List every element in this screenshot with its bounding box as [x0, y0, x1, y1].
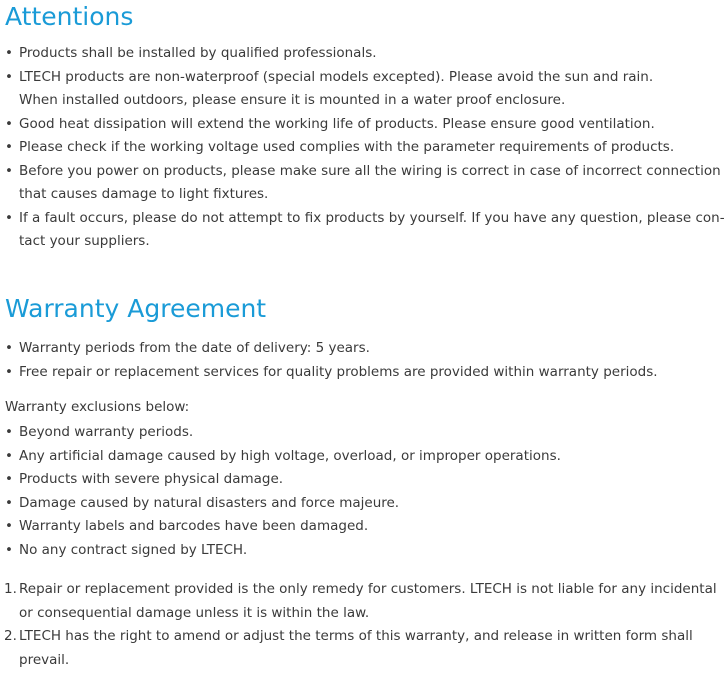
- list-item-text: LTECH has the right to amend or adjust the terms of this warranty, and release in written form shall: [19, 628, 693, 644]
- list-item: [0, 445, 719, 469]
- list-item-text: Warranty periods from the date of delivery: 5 years.: [19, 340, 370, 356]
- list-item-text: prevail.: [19, 651, 70, 668]
- list-item: [0, 515, 719, 539]
- bullet-icon: •: [5, 363, 13, 380]
- bullet-icon: •: [5, 45, 13, 61]
- list-item-text: Any artificial damage caused by high voltage, overload, or improper operations.: [19, 447, 561, 464]
- list-item: [0, 578, 719, 625]
- bullet-icon: •: [5, 518, 13, 534]
- bullet-icon: •: [5, 209, 13, 226]
- list-item: [0, 539, 719, 563]
- list-item-text: LTECH products are non-waterproof (special models excepted). Please avoid the sun and rain.: [19, 68, 654, 85]
- list-item-text: Beyond warranty periods.: [19, 424, 194, 440]
- list-item-text: When installed outdoors, please ensure it is mounted in a water proof enclosure.: [19, 92, 566, 108]
- list-item: [0, 468, 719, 492]
- list-item: [0, 136, 719, 160]
- list-item: [0, 337, 719, 361]
- list-item: [0, 160, 719, 207]
- list-item-text: Damage caused by natural disasters and force majeure.: [19, 494, 400, 511]
- bullet-icon: •: [5, 340, 13, 356]
- list-item-text: that causes damage to light fixtures.: [19, 186, 269, 202]
- list-item-text: Please check if the working voltage used complies with the parameter requirements of products.: [19, 139, 675, 155]
- attentions-list: [0, 42, 725, 254]
- bullet-icon: •: [5, 68, 13, 85]
- exclusions-intro: Warranty exclusions below:: [5, 399, 190, 415]
- list-item-text: Good heat dissipation will extend the working life of products. Please ensure good ventilation.: [19, 115, 655, 132]
- list-item-text: Repair or replacement provided is the only remedy for customers. LTECH is not liable for any incidental: [19, 581, 717, 597]
- list-item-text: tact your suppliers.: [19, 233, 150, 249]
- list-item-text: If a fault occurs, please do not attempt to fix products by yourself. If you have any question, please con-: [19, 209, 725, 226]
- list-item: [0, 66, 719, 113]
- bullet-icon: •: [5, 424, 13, 440]
- bullet-icon: •: [5, 471, 13, 487]
- list-number: 2.: [4, 628, 17, 644]
- list-item-text: No any contract signed by LTECH.: [19, 541, 248, 558]
- list-item-text: Products with severe physical damage.: [19, 471, 284, 487]
- warranty-list: [0, 337, 719, 384]
- bullet-icon: •: [5, 494, 13, 511]
- warranty-terms-list: [0, 578, 719, 672]
- bullet-icon: •: [5, 115, 13, 132]
- exclusions-list: [0, 421, 719, 562]
- warranty-heading: Warranty Agreement: [5, 294, 267, 323]
- list-item: [0, 625, 719, 672]
- list-item-text: Warranty labels and barcodes have been damaged.: [19, 518, 369, 534]
- bullet-icon: •: [5, 447, 13, 464]
- list-item: [0, 492, 719, 516]
- bullet-icon: •: [5, 139, 13, 155]
- list-item: [0, 207, 725, 254]
- list-number: 1.: [4, 581, 17, 597]
- bullet-icon: •: [5, 162, 13, 179]
- list-item: [0, 42, 719, 66]
- list-item-text: Before you power on products, please make sure all the wiring is correct in case of incorrect connection: [19, 162, 721, 179]
- list-item: [0, 421, 719, 445]
- attentions-heading: Attentions: [5, 2, 134, 31]
- list-item-text: Products shall be installed by qualified professionals.: [19, 45, 377, 61]
- list-item: [0, 361, 719, 385]
- list-item-text: or consequential damage unless it is within the law.: [19, 604, 370, 621]
- list-item: [0, 113, 719, 137]
- bullet-icon: •: [5, 541, 13, 558]
- list-item-text: Free repair or replacement services for quality problems are provided within warranty periods.: [19, 363, 658, 380]
